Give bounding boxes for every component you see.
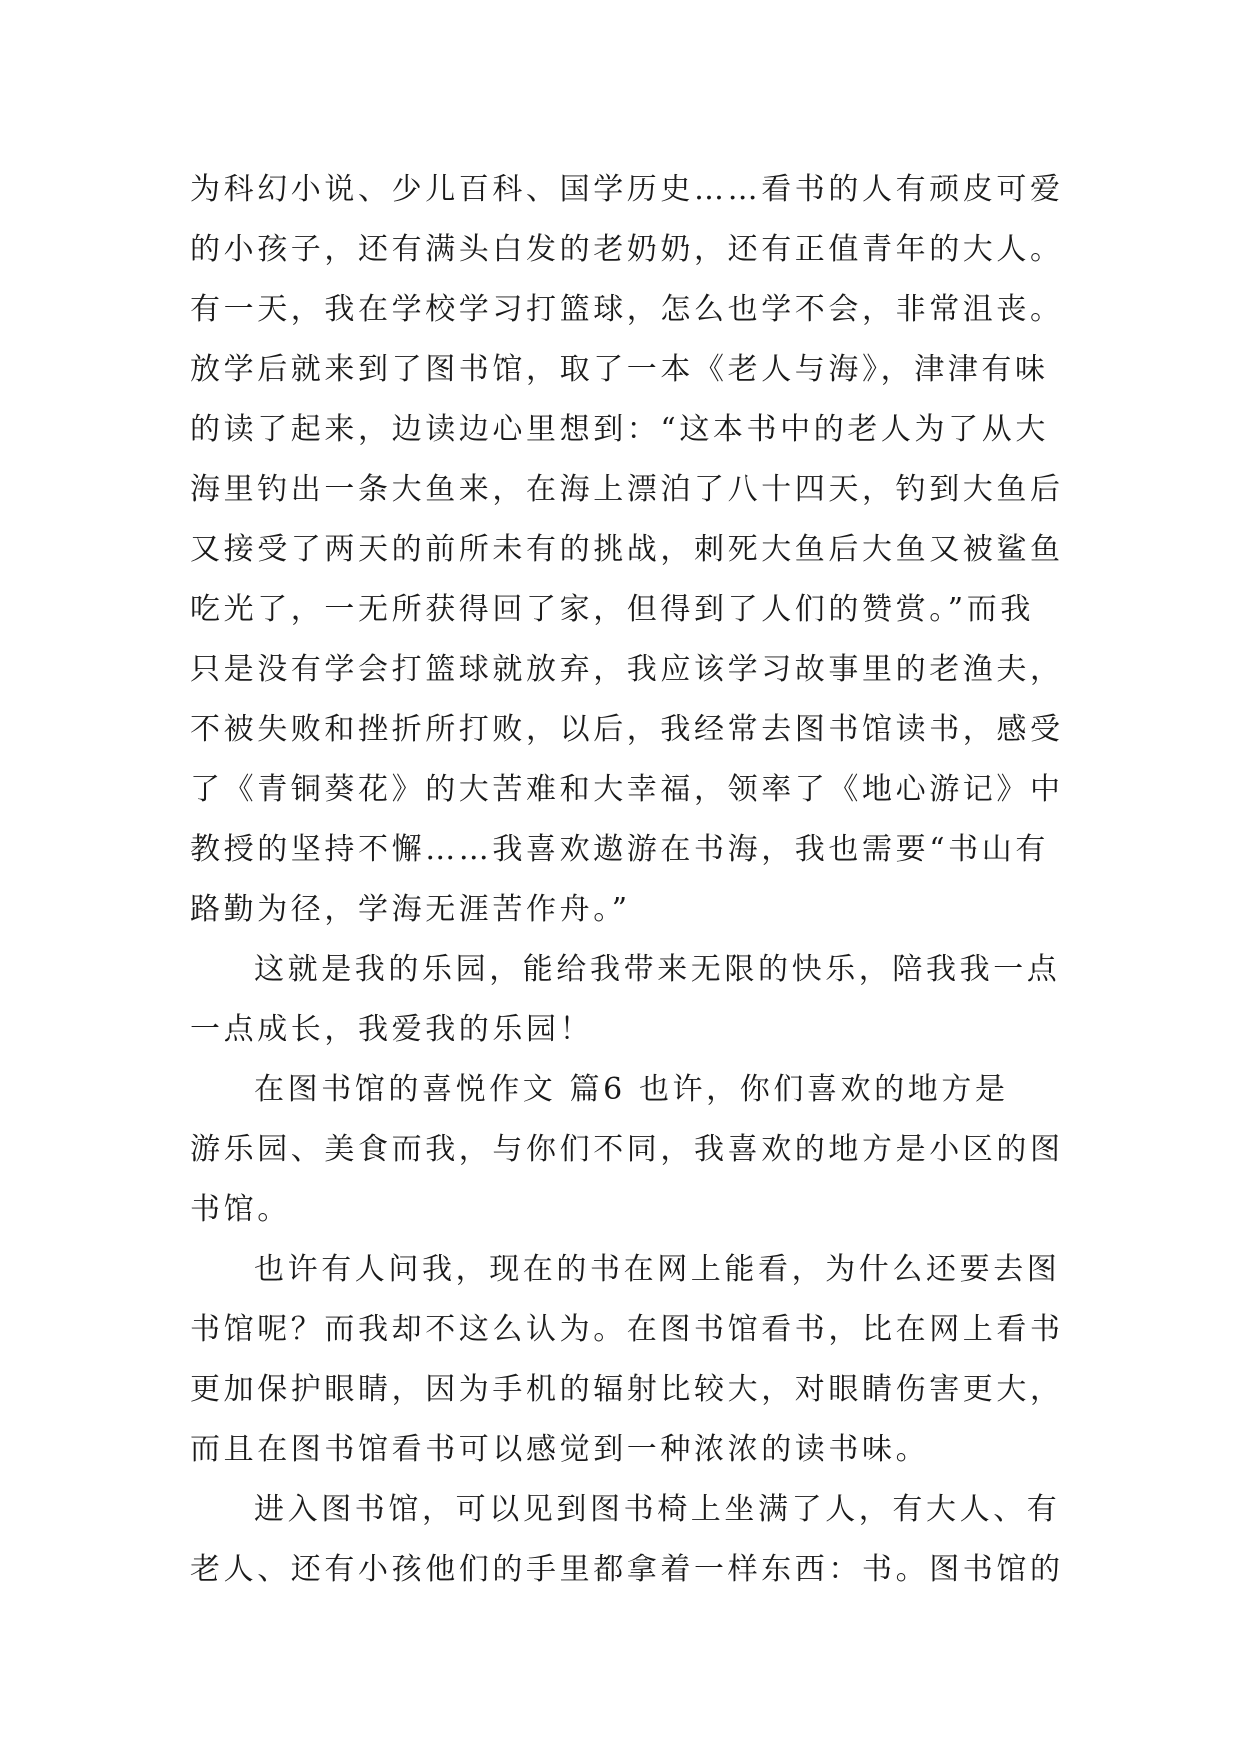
text-line: 不被失败和挫折所打败，以后，我经常去图书馆读书，感受 [190, 712, 1064, 747]
paragraph-start-line: 进入图书馆，可以见到图书椅上坐满了人，有大人、有 [254, 1492, 1061, 1527]
paragraph-start-line: 这就是我的乐园，能给我带来无限的快乐，陪我我一点 [254, 952, 1061, 987]
text-line: 老人、还有小孩他们的手里都拿着一样东西：书。图书馆的 [190, 1552, 1064, 1587]
section-heading-line: 在图书馆的喜悦作文 篇6 也许，你们喜欢的地方是 [254, 1072, 1009, 1107]
text-line: 教授的坚持不懈……我喜欢遨游在书海，我也需要“书山有 [190, 832, 1049, 867]
text-line: 又接受了两天的前所未有的挑战，刺死大鱼后大鱼又被鲨鱼 [190, 532, 1064, 567]
text-line: 吃光了，一无所获得回了家，但得到了人们的赞赏。”而我 [190, 592, 1034, 627]
text-line: 书馆呢？而我却不这么认为。在图书馆看书，比在网上看书 [190, 1312, 1064, 1347]
text-line: 海里钓出一条大鱼来，在海上漂泊了八十四天，钓到大鱼后 [190, 472, 1064, 507]
text-line: 的小孩子，还有满头白发的老奶奶，还有正值青年的大人。 [190, 232, 1064, 267]
text-line: 了《青铜葵花》的大苦难和大幸福，领率了《地心游记》中 [190, 772, 1064, 807]
text-line: 一点成长，我爱我的乐园！ [190, 1012, 594, 1047]
text-line: 只是没有学会打篮球就放弃，我应该学习故事里的老渔夫， [190, 652, 1064, 687]
text-line: 的读了起来，边读边心里想到：“这本书中的老人为了从大 [190, 412, 1049, 447]
text-line: 有一天，我在学校学习打篮球，怎么也学不会，非常沮丧。 [190, 292, 1064, 327]
text-line: 更加保护眼睛，因为手机的辐射比较大，对眼睛伤害更大， [190, 1372, 1064, 1407]
text-line: 为科幻小说、少儿百科、国学历史……看书的人有顽皮可爱 [190, 172, 1064, 207]
text-line: 书馆。 [190, 1192, 291, 1227]
text-line: 而且在图书馆看书可以感觉到一种浓浓的读书味。 [190, 1432, 930, 1467]
body-text [190, 160, 1064, 1600]
paragraph-start-line: 也许有人问我，现在的书在网上能看，为什么还要去图 [254, 1252, 1061, 1287]
text-line: 游乐园、美食而我，与你们不同，我喜欢的地方是小区的图 [190, 1132, 1064, 1167]
text-line: 放学后就来到了图书馆，取了一本《老人与海》，津津有味 [190, 352, 1049, 387]
text-line: 路勤为径，学海无涯苦作舟。” [190, 892, 631, 927]
